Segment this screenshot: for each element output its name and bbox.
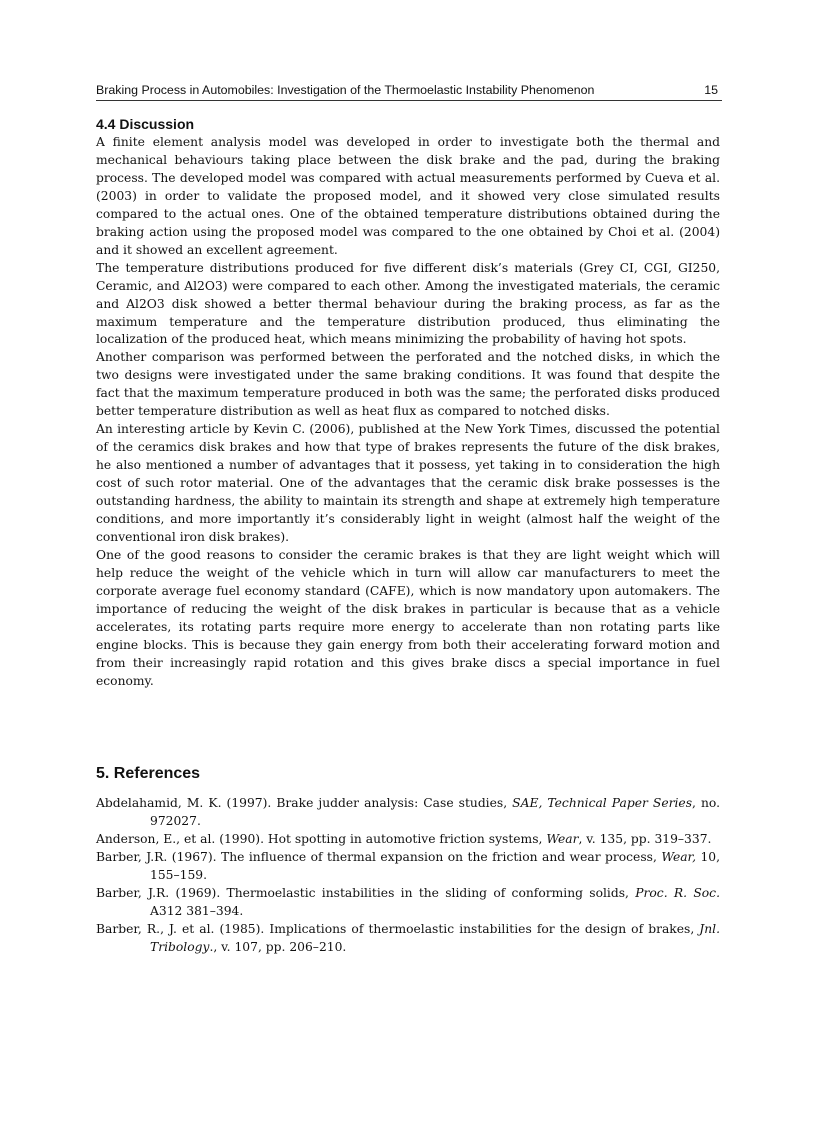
reference-source: Jnl. Tribology (150, 921, 720, 954)
reference-item (96, 921, 720, 957)
reference-source: Wear, (661, 849, 696, 864)
reference-details: ., v. 107, pp. 206–210. (209, 939, 347, 954)
reference-text: Anderson, E., et al. (1990). Hot spotting in automotive friction systems, (96, 831, 547, 846)
running-header (96, 80, 722, 101)
running-header-title: Braking Process in Automobiles: Investigation of the Thermoelastic Instability Phenomenon (96, 83, 595, 97)
reference-details: , no. 972027. (150, 796, 720, 828)
reference-details: , v. 135, pp. 319–337. (578, 831, 712, 846)
reference-text: Barber, J.R. (1967). The influence of thermal expansion on the friction and wear process, (96, 849, 662, 864)
page-number: 15 (704, 83, 718, 97)
discussion-paragraph: One of the good reasons to consider the ceramic brakes is that they are light weight which will help reduce the weight of the vehicle which in turn will allow car manufacturers to meet the corporate average fuel economy standard (CAFE), which is now mandatory upon automakers. The importance of reducing the weight of the disk brakes in particular is because that as a vehicle accelerates, its rotating parts require more energy to accelerate than non rotating parts like engine blocks. This is because they gain energy from both their accelerating forward motion and from their increasingly rapid rotation and this gives brake discs a special importance in fuel economy. (96, 547, 720, 688)
discussion-paragraph: An interesting article by Kevin C. (2006), published at the New York Times, discussed the potential of the ceramics disk brakes and how that type of brakes represents the future of the disk brakes, he also mentioned a number of advantages that it possess, yet taking in to consideration the high cost of such rotor material. One of the advantages that the ceramic disk brake possesses is the outstanding hardness, the ability to maintain its strength and shape at extremely high temperature conditions, and more importantly it’s considerably light in weight (almost half the weight of the conventional iron disk brakes). (96, 422, 720, 544)
reference-source: SAE, Technical Paper Series (512, 796, 693, 810)
reference-item (96, 831, 720, 849)
discussion-body (96, 134, 720, 691)
reference-text: Barber, J.R. (1969). Thermoelastic instabilities in the sliding of conforming solids, (96, 885, 636, 900)
reference-item (96, 849, 720, 885)
reference-text: Barber, R., J. et al. (1985). Implications of thermoelastic instabilities for the design of brakes, (96, 921, 700, 936)
references-heading: 5. References (96, 765, 201, 782)
discussion-paragraph: Another comparison was performed between the perforated and the notched disks, in which the two designs were investigated under the same braking conditions. It was found that despite the fact that the maximum temperature produced in both was the same; the perforated disks produced better temperature distribution as well as heat flux as compared to notched disks. (96, 350, 720, 419)
reference-details: 10, 155–159. (150, 849, 720, 882)
reference-item (96, 795, 720, 831)
discussion-paragraph: The temperature distributions produced for five different disk’s materials (Grey CI, CGI, GI250, Ceramic, and Al2O3) were compared to each other. Among the investigated materials, the ceramic and Al2O3 disk showed a better thermal behaviour during the braking process, as far as the maximum temperature and the temperature distribution produced, thus eliminating the localization of the produced heat, which means minimizing the probability of having hot spots. (96, 260, 720, 347)
references-list (96, 795, 720, 957)
reference-item (96, 885, 720, 921)
discussion-heading: 4.4 Discussion (96, 116, 195, 132)
reference-details: A312 381–394. (150, 903, 244, 918)
reference-source: Wear (546, 831, 579, 846)
reference-text: Abdelahamid, M. K. (1997). Brake judder analysis: Case studies, (96, 796, 513, 810)
reference-source: Proc. R. Soc. (635, 885, 720, 900)
discussion-paragraph: A finite element analysis model was developed in order to investigate both the thermal and mechanical behaviours taking place between the disk brake and the pad, during the braking process. The developed model was compared with actual measurements performed by Cueva et al. (2003) in order to validate the proposed model, and it showed very close simulated results compared to the actual ones. One of the obtained temperature distributions obtained during the braking action using the proposed model was compared to the one obtained by Choi et al. (2004) and it showed an excellent agreement. (96, 135, 720, 257)
